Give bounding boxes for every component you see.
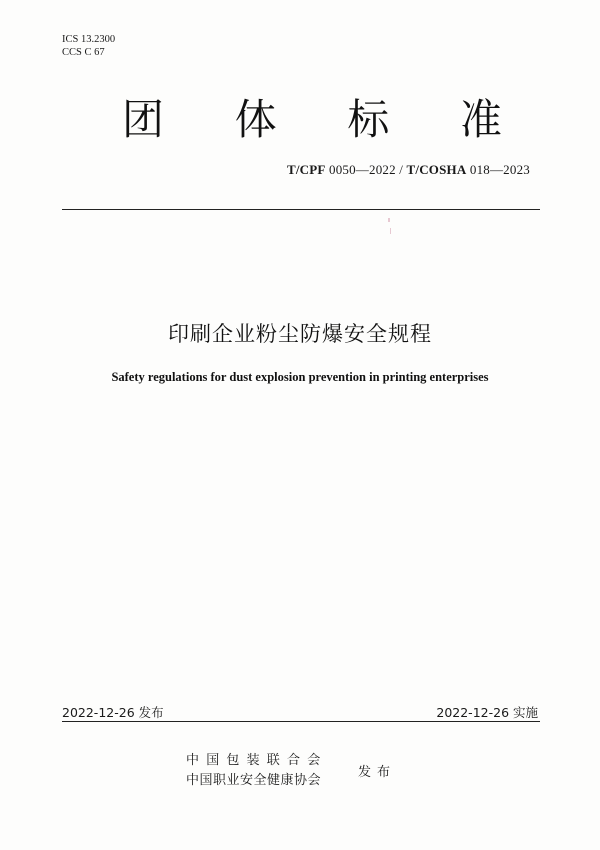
standard-type-char: 体: [234, 95, 277, 144]
standard-number-rest-1: 0050—2022: [325, 162, 396, 177]
publish-label: 发布: [358, 765, 397, 780]
standard-number: [287, 162, 530, 178]
issue-date: 2022-12-26 发布: [62, 705, 164, 720]
scan-speck: [390, 228, 391, 234]
standard-number-prefix-2: T/COSHA: [406, 162, 467, 177]
document-title-en: Safety regulations for dust explosion prevention in printing enterprises: [111, 370, 489, 384]
standard-type-char: 团: [122, 95, 165, 144]
standard-number-rest-2: 018—2023: [466, 162, 530, 177]
scan-speck: [388, 218, 390, 222]
implementation-date: 2022-12-26 实施: [436, 705, 538, 720]
bottom-divider: [62, 721, 540, 722]
ccs-code: CCS C 67: [62, 47, 105, 58]
standard-type-heading: [122, 96, 502, 144]
document-title-zh: 印刷企业粉尘防爆安全规程: [168, 322, 432, 346]
top-divider: [62, 209, 540, 210]
standard-number-separator: /: [395, 162, 407, 177]
standard-type-char: 标: [347, 95, 390, 144]
standard-type-char: 准: [459, 95, 502, 144]
issuer-org-1: 中国包装联合会: [186, 753, 328, 768]
issuer-org-2: 中国职业安全健康协会: [186, 773, 322, 788]
standard-number-prefix-1: T/CPF: [286, 162, 326, 177]
ics-code: ICS 13.2300: [62, 34, 116, 45]
issuing-organizations: [186, 751, 327, 791]
